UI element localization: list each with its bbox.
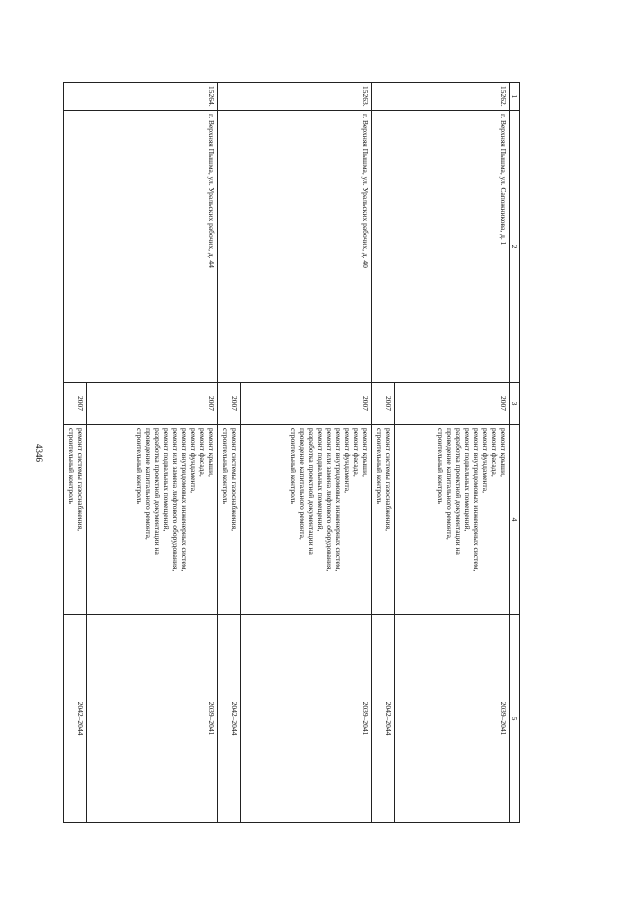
work-item: ремонт внутридомовых инженерных систем,: [180, 428, 189, 572]
row-number: 15262.: [372, 83, 510, 111]
work-item: разработка проектной документации на: [307, 428, 316, 555]
work-item: ремонт крыши,: [499, 428, 508, 477]
year-cell: 2007: [87, 383, 218, 425]
year-cell: 2007: [64, 383, 87, 425]
address-cell: г. Верхняя Пышма, ул. Уральских рабочих, д. 44: [64, 111, 218, 383]
header-cell-5: 5: [510, 615, 520, 823]
work-item: ремонт фасада,: [490, 428, 499, 477]
period-cell: 2039–2041: [395, 615, 510, 823]
work-item: строительный контроль: [221, 428, 230, 504]
work-item: ремонт системы газоснабжения,: [76, 428, 85, 532]
works-cell: [218, 425, 241, 615]
work-item: ремонт системы газоснабжения,: [384, 428, 393, 532]
works-cell: [241, 425, 372, 615]
work-item: строительный контроль: [135, 428, 144, 504]
period-cell: 2039–2041: [87, 615, 218, 823]
work-item: строительный контроль: [375, 428, 384, 504]
work-item: ремонт подвальных помещений,: [463, 428, 472, 532]
work-item: ремонт подвальных помещений,: [316, 428, 325, 532]
work-item: разработка проектной документации на: [454, 428, 463, 555]
work-item: ремонт фасада,: [352, 428, 361, 477]
work-item: ремонт крыши,: [361, 428, 370, 477]
page-number: 4346: [34, 444, 44, 462]
table-row: [395, 83, 510, 823]
work-item: ремонт или замена лифтового оборудования,: [171, 428, 180, 572]
header-cell-1: 1: [510, 83, 520, 111]
year-cell: 2007: [241, 383, 372, 425]
year-cell: 2007: [372, 383, 395, 425]
work-item: разработка проектной документации на: [153, 428, 162, 555]
work-item: ремонт фасада,: [198, 428, 207, 477]
period-cell: 2042–2044: [218, 615, 241, 823]
work-item: ремонт подвальных помещений,: [162, 428, 171, 532]
header-cell-3: 3: [510, 383, 520, 425]
address-cell: г. Верхняя Пышма, ул. Сапожникова, д. 1: [372, 111, 510, 383]
work-item: строительный контроль: [289, 428, 298, 504]
work-item: строительный контроль: [436, 428, 445, 504]
row-number: 15264.: [64, 83, 218, 111]
header-cell-2: 2: [510, 111, 520, 383]
works-cell: [87, 425, 218, 615]
year-cell: 2007: [395, 383, 510, 425]
work-item: проведение капитального ремонта,: [144, 428, 153, 540]
row-number: 15263.: [218, 83, 372, 111]
works-cell: [372, 425, 395, 615]
work-item: ремонт фундамента,: [343, 428, 352, 493]
period-cell: 2042–2044: [64, 615, 87, 823]
table-row: [87, 83, 218, 823]
address-cell: г. Верхняя Пышма, ул. Уральских рабочих, д. 40: [218, 111, 372, 383]
work-item: ремонт или замена лифтового оборудования,: [325, 428, 334, 572]
work-item: ремонт фундамента,: [189, 428, 198, 493]
header-row: [510, 83, 520, 823]
rotated-table-container: [67, 82, 520, 822]
work-item: ремонт системы газоснабжения,: [230, 428, 239, 532]
work-item: ремонт фундамента,: [481, 428, 490, 493]
works-cell: [64, 425, 87, 615]
work-item: строительный контроль: [67, 428, 76, 504]
year-cell: 2007: [218, 383, 241, 425]
repair-schedule-table: [63, 82, 520, 823]
work-item: проведение капитального ремонта,: [298, 428, 307, 540]
period-cell: 2039–2041: [241, 615, 372, 823]
work-item: проведение капитального ремонта,: [445, 428, 454, 540]
work-item: ремонт внутридомовых инженерных систем,: [472, 428, 481, 572]
works-cell: [395, 425, 510, 615]
work-item: ремонт крыши,: [207, 428, 216, 477]
work-item: ремонт внутридомовых инженерных систем,: [334, 428, 343, 572]
table-row: [241, 83, 372, 823]
header-cell-4: 4: [510, 425, 520, 615]
period-cell: 2042–2044: [372, 615, 395, 823]
